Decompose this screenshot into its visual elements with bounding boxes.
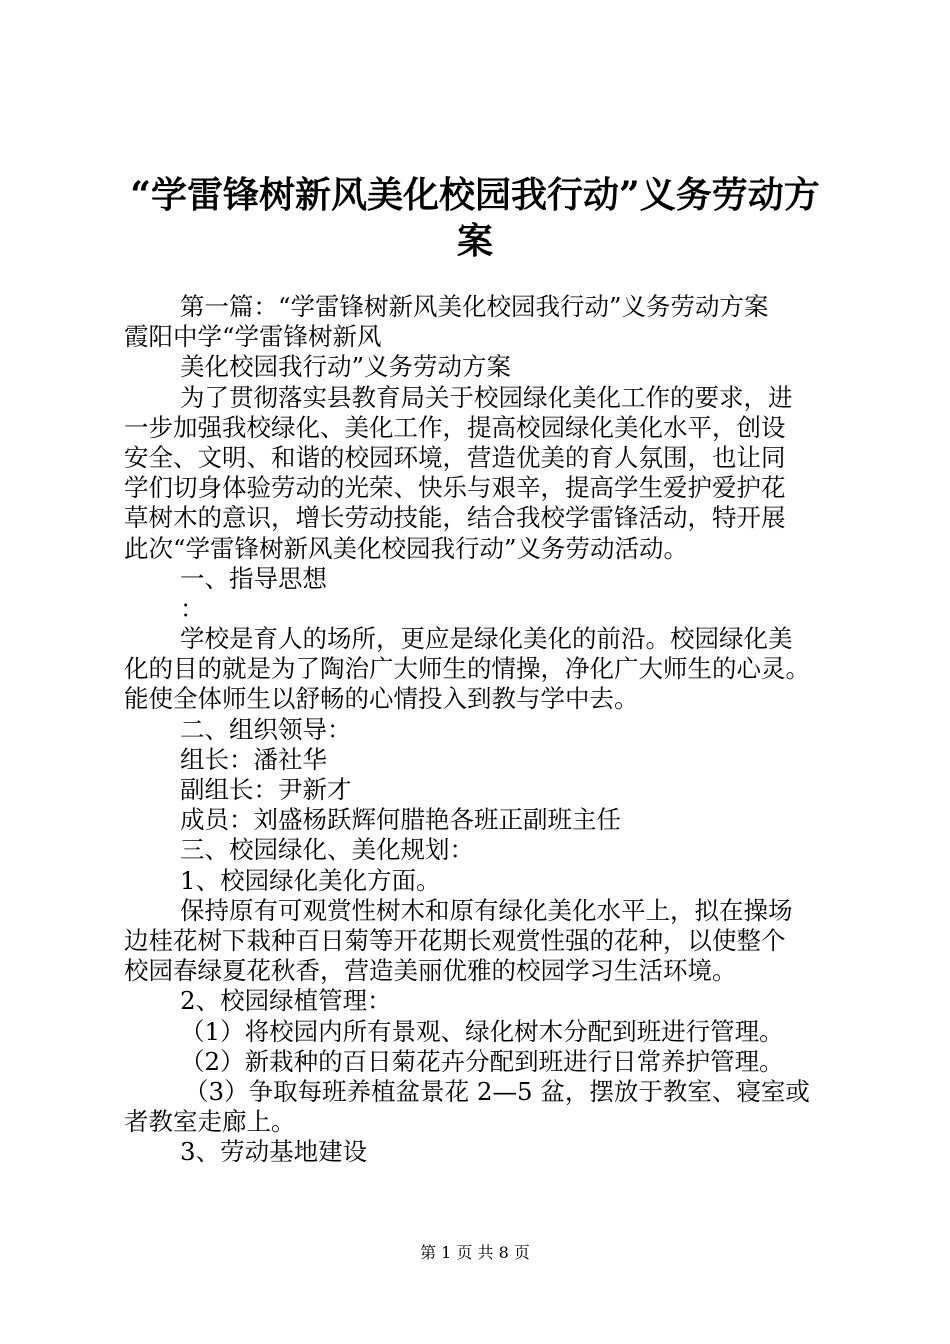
subsection-heading: 2、校园绿植管理： <box>180 986 392 1016</box>
subsection-heading: 1、校园绿化美化方面。 <box>180 865 441 895</box>
text-line: 安全、文明、和谐的校园环境，营造优美的育人氛围，也让同 <box>124 442 786 472</box>
section-heading: 二、组织领导： <box>180 714 352 744</box>
text-line: 学们切身体验劳动的光荣、快乐与艰辛，提高学生爱护爱护花 <box>124 473 786 503</box>
text-line: ： <box>180 593 205 623</box>
text-line: 草树木的意识，增长劳动技能，结合我校学雷锋活动，特开展 <box>124 503 786 533</box>
text-line: 一步加强我校绿化、美化工作，提高校园绿化美化水平，创设 <box>124 412 786 442</box>
text-line: 者教室走廊上。 <box>124 1107 296 1137</box>
list-item: （3）争取每班养植盆景花 2—5 盆，摆放于教室、寝室或 <box>184 1076 810 1106</box>
list-item: （1）将校园内所有景观、绿化树木分配到班进行管理。 <box>180 1016 784 1046</box>
document-title-line-1: “学雷锋树新风美化校园我行动”义务劳动方 <box>130 174 820 216</box>
text-line: 校园春绿夏花秋香，营造美丽优雅的校园学习生活环境。 <box>124 956 737 986</box>
text-line: 此次“学雷锋树新风美化校园我行动”义务劳动活动。 <box>124 533 689 563</box>
text-line: 美化校园我行动”义务劳动方案 <box>180 352 512 382</box>
text-line: 保持原有可观赏性树木和原有绿化美化水平上，拟在操场 <box>180 895 793 925</box>
text-line: 霞阳中学“学雷锋树新风 <box>124 322 382 352</box>
document-title-line-2: 案 <box>456 220 493 262</box>
text-line: 边桂花树下栽种百日菊等开花期长观赏性强的花种，以使整个 <box>124 925 786 955</box>
text-line: 能使全体师生以舒畅的心情投入到教与学中去。 <box>124 684 639 714</box>
text-line: 为了贯彻落实县教育局关于校园绿化美化工作的要求，进 <box>180 382 793 412</box>
text-line: 学校是育人的场所，更应是绿化美化的前沿。校园绿化美 <box>180 624 793 654</box>
text-line: 第一篇：“学雷锋树新风美化校园我行动”义务劳动方案 <box>180 292 769 321</box>
section-heading: 一、指导思想 <box>180 563 327 593</box>
text-line: 组长：潘社华 <box>180 744 327 774</box>
section-heading: 三、校园绿化、美化规划： <box>180 835 474 865</box>
document-body <box>124 292 836 1167</box>
text-line: 副组长：尹新才 <box>180 775 352 804</box>
subsection-heading: 3、劳动基地建设 <box>180 1137 368 1167</box>
list-item: （2）新栽种的百日菊花卉分配到班进行日常养护管理。 <box>180 1046 784 1076</box>
text-line: 成员：刘盛杨跃辉何腊艳各班正副班主任 <box>180 805 621 835</box>
page-number-footer: 第 1 页 共 8 页 <box>420 1243 530 1262</box>
text-line: 化的目的就是为了陶治广大师生的情操，净化广大师生的心灵。 <box>124 654 810 684</box>
